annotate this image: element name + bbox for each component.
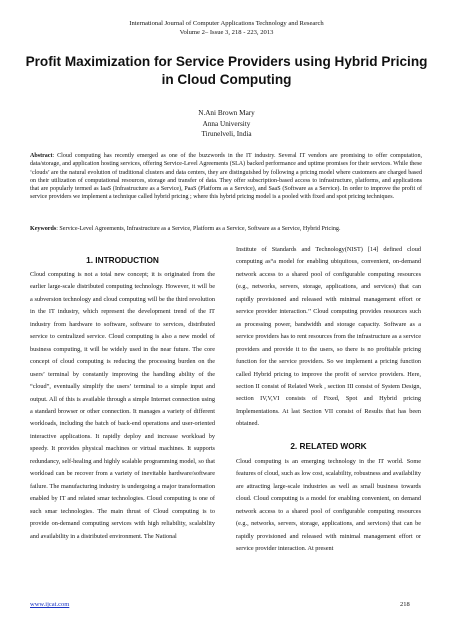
journal-header [0,20,453,37]
page-number: 218 [400,601,410,608]
keywords-label: Keywords [30,226,57,232]
left-column [30,244,215,543]
introduction-text: Cloud computing is not a total new concept; it is originated from the earlier large-scale distributed computing technology. However, it will be a subversion technology and cloud computing will be the third revolution in the IT industry, which represent the development trend of the IT industry from hardware to software, software to services, distributed service to centralized service. Cloud computing is also a new model of business computing, it will be widely used in the near future. The core concept of cloud computing is reducing the processing burden on the users’ terminal by constantly improving the handling ability of the “cloud”, eventually simplify the users’ terminal to a simple input and output. All of this is available through a simple Internet connection using a standard browser or other connection. It manages a variety of different workloads, including the batch of back-end operations and user-oriented interactive applications. It rapidly deploy and increase workload by speedy. It provides physical machines or virtual machines. It supports redundancy, self-healing and highly scalable programming model, so that workload can be recover from a variety of inevitable hardware/software failure. The manufacturing industry is undergoing a major transformation enabled by IT and related smar technologies. Cloud computing is one of such smar technologies. The main thrust of Cloud computing is to provide on-demand computing services with high reliability, scalability and availability in a distributed environment. The National [30,271,215,540]
right-column [236,244,421,555]
section-heading-related-work: 2. RELATED WORK [290,440,367,451]
abstract [30,152,422,202]
introduction-continued-text: Institute of Standards and Technology(NIST) [14] defined cloud computing as“a model for enabling ubiquitous, convenient, on-demand network access to a shared pool of configurable computing resources (e.g., networks, servers, storage, applications, and services) that can rapidly provisioned and released with minimal management effort or service provider interaction.’’ Cloud computing provides resources such as processing power, bandwidth and storage capacity. Software as a service providers has to rent resources from the infrastructure as a service providers and provide it to the users, so there is no profitable pricing function for the service providers. So we implement a pricing function called Hybrid pricing to improve the profit of service providers. Here, section II consist of Related Work , section III consist of System Design, section IV,V,VI consists of Fixed, Spot and Hybrid pricing Implementations. At last Section VII consist of Results that has been obtained. [236,246,421,428]
author-name: N.Ani Brown Mary [198,109,255,117]
abstract-label: Abstract [30,153,53,159]
paper-title: Profit Maximization for Service Providers using Hybrid Pricing in Cloud Computing [25,54,428,87]
abstract-text: : Cloud computing has recently emerged as one of the buzzwords in the IT industry. Several IT vendors are promising to offer computation, data/storage, and application hosting services, offering Service-Level Agreements (SLA) backed performance and uptime promises for their services. While these ‘clouds’ are the natural evolution of traditional clusters and data centers, they are distinguished by following a pricing model where customers are charged based on their utilization of computational resources, storage and transfer of data. They offer subscription-based access to infrastructure, platforms, and applications that are popularly termed as IaaS (Infrastructure as a Service), PaaS (Platform as a Service), and SaaS (Software as a Service). In order to improve the profit of service providers we implement a technique called hybrid pricing ; where this hybrid pricing model is a pooled with fixed and spot pricing techniques. [30,153,422,201]
author-block [0,108,453,140]
related-work-text: Cloud computing is an emerging technology in the IT world. Some features of cloud, such as low cost, scalability, robustness and availability are attracting large-scale industries as well as small business towards cloud. Cloud computing is a model for enabling convenient, on demand network access to a shared pool of configurable computing resources (e.g., networks, servers, storage, applications, and services) that can be rapidly provisioned and released with minimal management effort or service provider interaction. At present [236,457,421,552]
footer-link[interactable]: www.ijcat.com [30,601,70,608]
journal-volume: Volume 2– Issue 3, 218 - 223, 2013 [179,28,274,36]
keywords [30,225,422,233]
author-affiliation: Anna University [202,119,251,128]
journal-name: International Journal of Computer Applications Technology and Research [129,20,324,27]
author-location: Tirunelveli, India [201,130,252,138]
section-heading-introduction: 1. INTRODUCTION [86,255,159,265]
keywords-text: : Service-Level Agreements, Infrastructure as a Service, Platform as a Service, Software as a Service, Hybrid Pricing. [56,226,341,232]
